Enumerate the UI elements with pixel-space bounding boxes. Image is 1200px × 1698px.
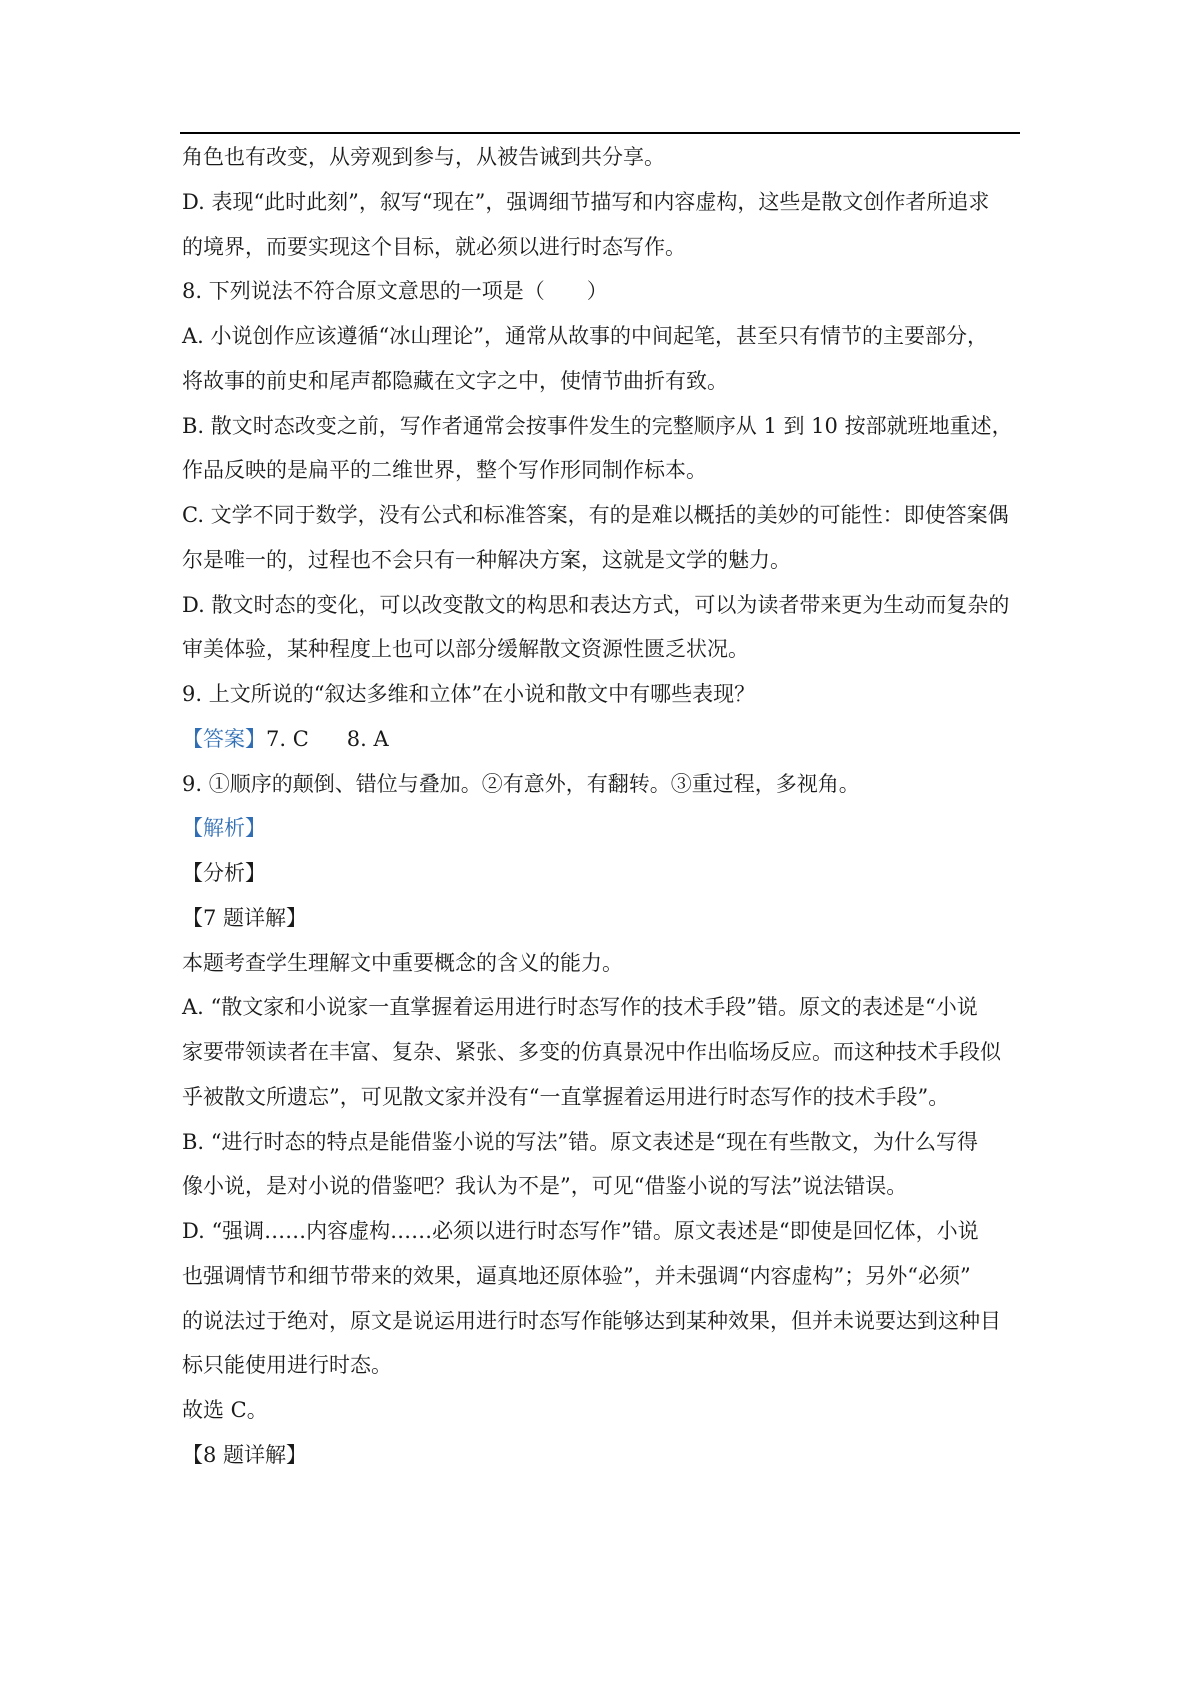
text-line: 尔是唯一的，过程也不会只有一种解决方案，这就是文学的魅力。: [182, 548, 791, 572]
analysis-tag: 【解析】: [182, 816, 266, 840]
answer-9: 9. ①顺序的颠倒、错位与叠加。②有意外，有翻转。③重过程，多视角。: [182, 772, 860, 796]
option-b: B. 散文时态改变之前，写作者通常会按事件发生的完整顺序从 1 到 10 按部就班地重述，: [182, 414, 1013, 438]
header-rule: [180, 132, 1020, 134]
text-line: 角色也有改变，从旁观到参与，从被告诫到共分享。: [182, 145, 665, 169]
text-line: 本题考查学生理解文中重要概念的含义的能力。: [182, 951, 623, 975]
answer-7: 7. C: [266, 727, 309, 751]
text-line: 也强调情节和细节带来的效果，逼真地还原体验”，并未强调“内容虚构”；另外“必须”: [182, 1264, 971, 1288]
option-d: D. 散文时态的变化，可以改变散文的构思和表达方式，可以为读者带来更为生动而复杂的: [182, 593, 1010, 617]
answer-8: 8. A: [346, 727, 389, 751]
text-line: 家要带领读者在丰富、复杂、紧张、多变的仿真景况中作出临场反应。而这种技术手段似: [182, 1040, 1001, 1064]
text-line: D. “强调……内容虚构……必须以进行时态写作”错。原文表述是“即使是回忆体，小说: [182, 1219, 979, 1243]
text-line: 作品反映的是扁平的二维世界，整个写作形同制作标本。: [182, 458, 707, 482]
answer-tag: 【答案】: [182, 727, 266, 751]
text-line: 的说法过于绝对，原文是说运用进行时态写作能够达到某种效果，但并未说要达到这种目: [182, 1309, 1001, 1333]
text-line: B. “进行时态的特点是能借鉴小说的写法”错。原文表述是“现在有些散文，为什么写得: [182, 1130, 978, 1154]
answer-line: [182, 726, 1042, 752]
question-9: 9. 上文所说的“叙达多维和立体”在小说和散文中有哪些表现？: [182, 682, 756, 706]
text-line: 乎被散文所遗忘”，可见散文家并没有“一直掌握着运用进行时态写作的技术手段”。: [182, 1085, 950, 1109]
text-line: 标只能使用进行时态。: [182, 1353, 392, 1377]
text-line: 审美体验，某种程度上也可以部分缓解散文资源性匮乏状况。: [182, 637, 749, 661]
text-line: D. 表现“此时此刻”，叙写“现在”，强调细节描写和内容虚构，这些是散文创作者所追求: [182, 190, 990, 214]
section-analysis: 【分析】: [182, 861, 266, 885]
text-line: A. “散文家和小说家一直掌握着运用进行时态写作的技术手段”错。原文的表述是“小说: [182, 995, 978, 1019]
conclusion: 故选 C。: [182, 1398, 268, 1422]
text-line: 将故事的前史和尾声都隐藏在文字之中，使情节曲折有致。: [182, 369, 728, 393]
section-8-detail: 【8 题详解】: [182, 1443, 308, 1467]
question-8: 8. 下列说法不符合原文意思的一项是（ ）: [182, 279, 608, 303]
text-line: 的境界，而要实现这个目标，就必须以进行时态写作。: [182, 235, 686, 259]
option-a: A. 小说创作应该遵循“冰山理论”，通常从故事的中间起笔，甚至只有情节的主要部分，: [182, 324, 988, 348]
option-c: C. 文学不同于数学，没有公式和标准答案，有的是难以概括的美妙的可能性：即使答案偶: [182, 503, 1009, 527]
section-7-detail: 【7 题详解】: [182, 906, 308, 930]
text-line: 像小说，是对小说的借鉴吧？我认为不是”，可见“借鉴小说的写法”说法错误。: [182, 1174, 908, 1198]
